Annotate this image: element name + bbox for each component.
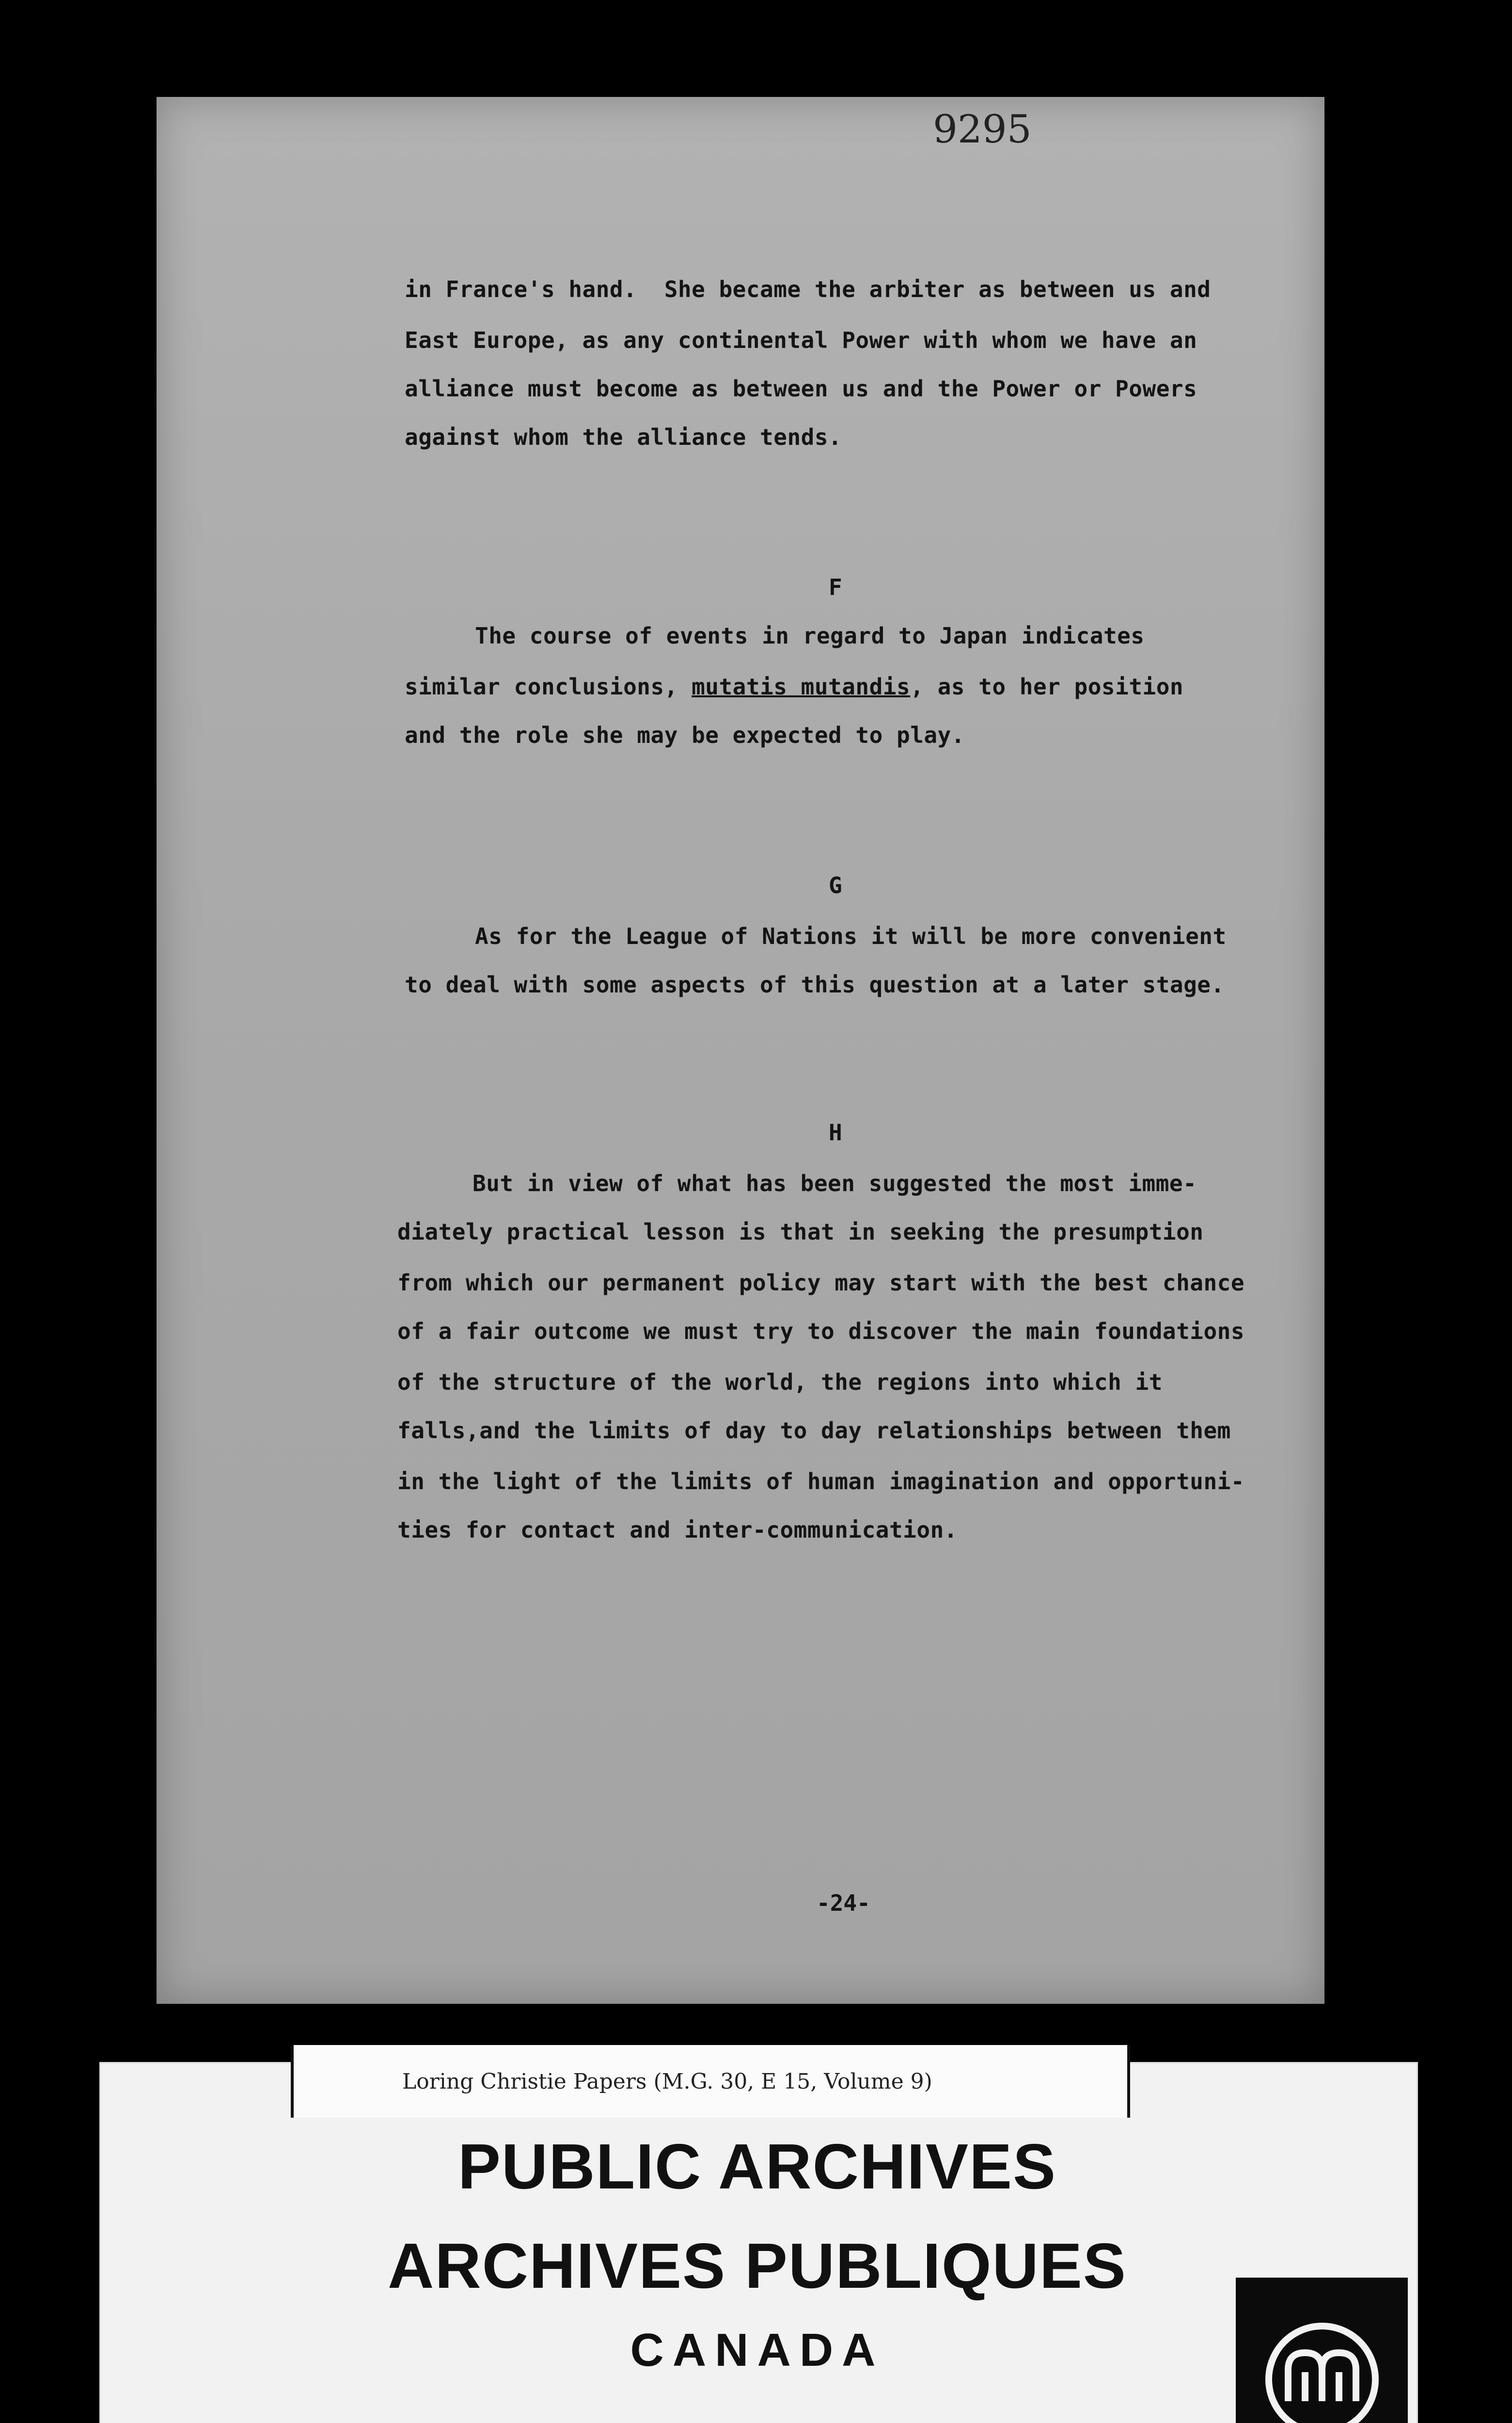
- paragraph-line: As for the League of Nations it will be more convenient: [475, 923, 1227, 949]
- section-heading-f: F: [829, 574, 842, 600]
- paragraph-line: ties for contact and inter-communication.: [397, 1517, 958, 1543]
- archives-canada-logo-icon: [1236, 2278, 1408, 2423]
- logo-mark: [1259, 2316, 1385, 2423]
- paragraph-line: alliance must become as between us and the Power or Powers: [405, 376, 1197, 402]
- line-text: , as to her position: [910, 674, 1184, 700]
- archive-title-fr: ARCHIVES PUBLIQUES: [388, 2230, 1127, 2301]
- section-heading-g: G: [829, 872, 842, 898]
- page-footer-number: -24-: [817, 1890, 870, 1916]
- paragraph-line: East Europe, as any continental Power with whom we have an: [405, 327, 1197, 353]
- paragraph-line: in France's hand. She became the arbiter as between us and: [405, 276, 1211, 302]
- underlined-phrase: mutatis mutandis: [692, 674, 911, 700]
- page-number: 9295: [933, 107, 1032, 152]
- paragraph-line: against whom the alliance tends.: [405, 424, 842, 450]
- paragraph-line: But in view of what has been suggested the most imme-: [472, 1170, 1197, 1196]
- line-text: similar conclusions,: [405, 674, 692, 700]
- paragraph-line: diately practical lesson is that in seeking the presumption: [397, 1219, 1204, 1245]
- collection-label: Loring Christie Papers (M.G. 30, E 15, Volume 9): [402, 2069, 932, 2094]
- paragraph-line: [405, 674, 1183, 700]
- paragraph-line: The course of events in regard to Japan indicates: [475, 623, 1145, 649]
- paragraph-line: to deal with some aspects of this question at a later stage.: [405, 972, 1225, 998]
- paragraph-line: of the structure of the world, the regions into which it: [397, 1369, 1163, 1395]
- section-heading-h: H: [829, 1119, 842, 1146]
- paragraph-line: falls,and the limits of day to day relationships between them: [397, 1417, 1231, 1444]
- paragraph-line: and the role she may be expected to play.: [405, 722, 965, 748]
- archive-country: CANADA: [630, 2324, 884, 2376]
- archive-title-en: PUBLIC ARCHIVES: [457, 2131, 1057, 2202]
- paragraph-line: of a fair outcome we must try to discover the main foundations: [397, 1318, 1245, 1344]
- paragraph-line: in the light of the limits of human imagination and opportuni-: [397, 1468, 1245, 1495]
- paragraph-line: from which our permanent policy may start with the best chance: [397, 1270, 1245, 1296]
